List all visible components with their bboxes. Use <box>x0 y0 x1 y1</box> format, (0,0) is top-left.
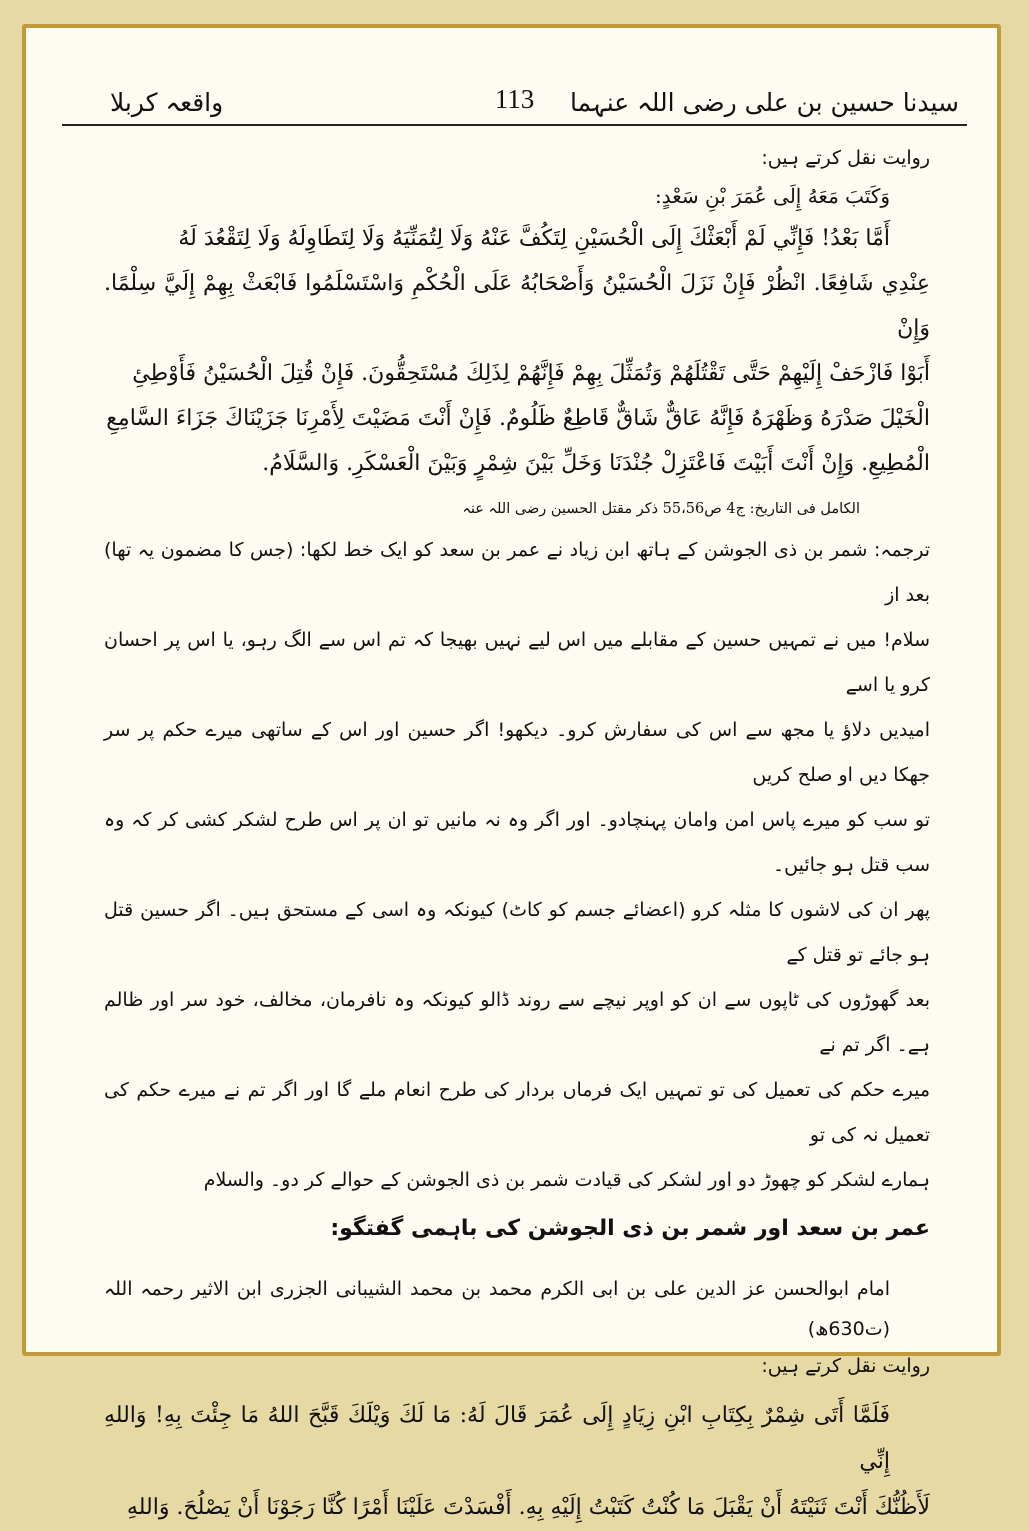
translation-line: میرے حکم کی تعمیل کی تو تمہیں ایک فرماں بردار کی طرح انعام ملے گا اور اگر تم نے میرے حکم کی تعمیل نہ کی تو <box>104 1079 930 1146</box>
arabic-line: فَلَمَّا أَتَى شِمْرٌ بِكِتَابِ ابْنِ زِيَادٍ إِلَى عُمَرَ قَالَ لَهُ: مَا لَكَ وَيْلَكَ قَبَّحَ اللهُ مَا جِئْتَ بِهِ! وَاللهِ إِنِّي <box>104 1403 890 1474</box>
section-heading: عمر بن سعد اور شمر بن ذی الجوشن کی باہمی گفتگو: <box>330 1216 930 1241</box>
arabic-line: الْخَيْلَ صَدْرَهُ وَظَهْرَهُ فَإِنَّهُ عَاقٌّ شَاقٌّ قَاطِعٌ ظَلُومٌ. فَإِنْ أَنْتَ مَضَيْتَ لِأَمْرِنَا جَزَيْنَاكَ جَزَاءَ السَّامِعِ <box>106 406 930 431</box>
intro-text-2: روایت نقل کرتے ہیں: <box>761 1355 930 1377</box>
page-body <box>104 140 930 1531</box>
arabic-letter <box>104 216 930 486</box>
translation-line: پھر ان کی لاشوں کا مثلہ کرو (اعضائے جسم کو کاٹ) کیونکہ وہ اسی کے مستحق ہیں۔ اگر حسین قتل ہو جائے تو قتل کے <box>104 899 930 966</box>
arabic-dialogue <box>104 1393 930 1531</box>
arabic-line: أَبَوْا فَازْحَفْ إِلَيْهِمْ حَتَّى تَقْتُلَهُمْ وَتُمَثِّلَ بِهِمْ فَإِنَّهُمْ لِذَلِكَ مُسْتَحِقُّونَ. فَإِنْ قُتِلَ الْحُسَيْنُ فَأَوْطِئِ <box>132 361 930 386</box>
translation-line: امیدیں دلاؤ یا مجھ سے اس کی سفارش کرو۔ دیکھو! اگر حسین اور اس کے ساتھی میرے حکم پر سر جھکا دیں او صلح کریں <box>104 719 930 786</box>
translation-line: بعد گھوڑوں کی ٹاپوں سے ان کو اوپر نیچے سے روند ڈالو کیونکہ وہ نافرمان، مخالف، خود سر اور ظالم ہے۔ اگر تم نے <box>104 989 930 1056</box>
author-line: امام ابوالحسن عز الدین علی بن ابی الکرم محمد بن محمد الشیبانی الجزری ابن الاثیر رحمہ اللہ (ت630ھ) <box>104 1278 890 1340</box>
arabic-line: الْمُطِيعِ. وَإِنْ أَنْتَ أَبَيْتَ فَاعْتَزِلْ جُنْدَنَا وَخَلِّ بَيْنَ شِمْرٍ وَبَيْنَ الْعَسْكَرِ. وَالسَّلَامُ. <box>262 451 930 476</box>
intro-text: روایت نقل کرتے ہیں: <box>761 147 930 169</box>
arabic-line: أَمَّا بَعْدُ! فَإِنِّي لَمْ أَبْعَثْكَ إِلَى الْحُسَيْنِ لِتَكُفَّ عَنْهُ وَلَا لِتُمَنِّيَهُ وَلَا لِتَطَاوِلَهُ وَلَا لِتَقْعُدَ لَهُ <box>178 226 890 251</box>
urdu-translation <box>104 528 930 1203</box>
translation-line: تو سب کو میرے پاس امن وامان پہنچادو۔ اور اگر وہ نہ مانیں تو ان پر اس طرح لشکر کشی کر کہ وہ سب قتل ہو جائیں۔ <box>104 809 930 876</box>
translation-line: ہمارے لشکر کو چھوڑ دو اور لشکر کی قیادت شمر بن ذی الجوشن کے حوالے کر دو۔ والسلام <box>203 1169 930 1191</box>
page-number: 113 <box>494 84 535 114</box>
book-title: سیدنا حسین بن علی رضی اللہ عنہما <box>569 88 959 117</box>
translation-line: سلام! میں نے تمہیں حسین کے مقابلے میں اس لیے نہیں بھیجا کہ تم اس سے الگ رہو، یا اس پر احسان کرو یا اسے <box>104 629 930 696</box>
arabic-line: لَأَظُنُّكَ أَنْتَ ثَنَيْتَهُ أَنْ يَقْبَلَ مَا كُنْتُ كَتَبْتُ إِلَيْهِ بِهِ. أَفْسَدْتَ عَلَيْنَا أَمْرًا كُنَّا رَجَوْنَا أَنْ يَصْلُحَ. وَاللهِ <box>126 1495 930 1520</box>
chapter-title: واقعہ کربلا <box>110 88 224 117</box>
translation-line: ترجمہ: شمر بن ذی الجوشن کے ہاتھ ابن زیاد نے عمر بن سعد کو ایک خط لکھا: (جس کا مضمون یہ تھا) بعد از <box>104 539 930 606</box>
arabic-line: عِنْدِي شَافِعًا. انْظُرْ فَإِنْ نَزَلَ الْحُسَيْنُ وَأَصْحَابُهُ عَلَى الْحُكْمِ وَاسْتَسْلَمُوا فَابْعَثْ بِهِمْ إِلَيَّ سِلْمًا. وَإِنْ <box>104 271 930 341</box>
page-header <box>62 80 967 126</box>
arabic-lead: وَكَتَبَ مَعَهُ إِلَى عُمَرَ بْنِ سَعْدٍ: <box>654 184 890 208</box>
reference-citation: الکامل فی التاریخ: ج4 ص55،56 ذکر مقتل الحسین رضی اللہ عنہ <box>462 501 860 517</box>
